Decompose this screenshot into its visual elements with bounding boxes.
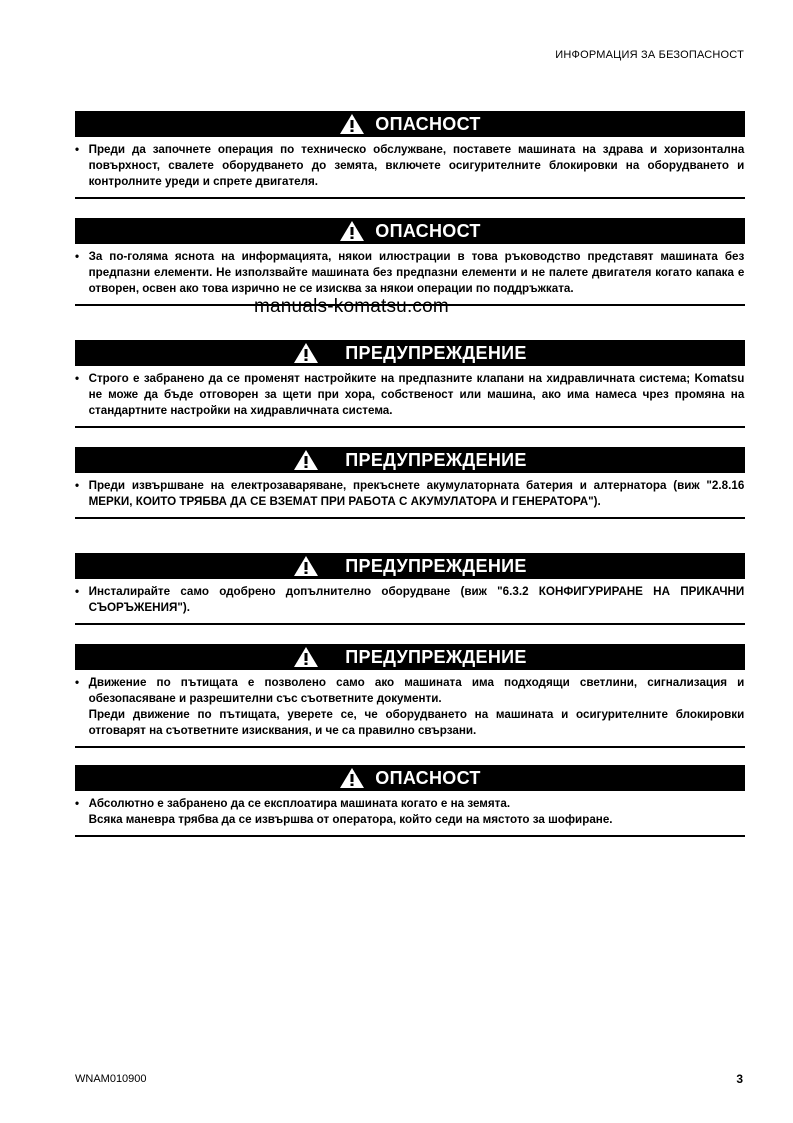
- divider: [75, 835, 745, 837]
- warning-notice-3: [75, 553, 745, 625]
- notice-paragraph: • Преди извършване на електрозаваряване, прекъснете акумулаторната батерия и алтернатора (виж "2.8.16 МЕРКИ, КОИТО ТРЯБВА ДА СЕ ВЗЕМАТ ПРИ РАБОТА С АКУМУЛАТОРА И ГЕНЕРАТОРА").: [75, 477, 744, 509]
- warning-banner: [75, 644, 745, 670]
- notice-paragraph: • Абсолютно е забранено да се експлоатира машината когато е на земята.: [75, 795, 744, 811]
- banner-title: ПРЕДУПРЕЖДЕНИЕ: [345, 555, 527, 576]
- banner-title: ОПАСНОСТ: [375, 767, 481, 788]
- danger-notice-3: [75, 765, 745, 837]
- warning-notice-1: [75, 340, 745, 428]
- banner-title: ПРЕДУПРЕЖДЕНИЕ: [345, 449, 527, 470]
- danger-banner: [75, 111, 745, 137]
- notice-body: [75, 791, 744, 831]
- warning-triangle-icon: [293, 449, 319, 471]
- warning-triangle-icon: [293, 555, 319, 577]
- danger-notice-1: [75, 111, 745, 199]
- divider: [75, 197, 745, 199]
- warning-banner: [75, 447, 745, 473]
- banner-title: ПРЕДУПРЕЖДЕНИЕ: [345, 646, 527, 667]
- divider: [75, 623, 745, 625]
- danger-banner: [75, 765, 745, 791]
- divider: [75, 746, 745, 748]
- notice-body: [75, 244, 744, 300]
- notice-body: [75, 473, 744, 513]
- warning-notice-4: [75, 644, 745, 748]
- notice-paragraph: • Строго е забранено да се променят настройките на предпазните клапани на хидравличната система; Komatsu не може да бъде отговорен за щети при хора, собственост или машина, ако има намеса чрез промяна на стандартните настройки на хидравличната система.: [75, 370, 744, 418]
- watermark: manuals-komatsu.com: [254, 296, 449, 317]
- notice-paragraph: • Инсталирайте само одобрено допълнително оборудване (виж "6.3.2 КОНФИГУРИРАНЕ НА ПРИКАЧНИ СЪОРЪЖЕНИЯ").: [75, 583, 744, 615]
- warning-banner: [75, 553, 745, 579]
- warning-triangle-icon: [293, 646, 319, 668]
- divider: [75, 426, 745, 428]
- banner-title: ОПАСНОСТ: [375, 113, 481, 134]
- warning-triangle-icon: [293, 342, 319, 364]
- notice-paragraph: Преди движение по пътищата, уверете се, че оборудването на машината и осигурителните блокировки отговарят на съответните изисквания, и че са правилно свързани.: [88, 707, 745, 737]
- warning-banner: [75, 340, 745, 366]
- notice-body: [75, 137, 744, 193]
- page-number: 3: [736, 1072, 743, 1086]
- notice-paragraph: Всяка маневра трябва да се извършва от оператора, който седи на мястото за шофиране.: [88, 812, 613, 826]
- warning-triangle-icon: [339, 767, 365, 789]
- document-code: WNAM010900: [75, 1073, 147, 1085]
- warning-triangle-icon: [339, 220, 365, 242]
- notice-body: [75, 579, 744, 619]
- warning-triangle-icon: [339, 113, 365, 135]
- notice-paragraph: • Преди да започнете операция по техническо обслужване, поставете машината на здрава и хоризонтална повърхност, свалете оборудването до земята, включете осигурителните блокировки на оборудването и контролните уреди и спрете двигателя.: [75, 141, 744, 189]
- danger-notice-2: [75, 218, 745, 306]
- divider: [75, 517, 745, 519]
- danger-banner: [75, 218, 745, 244]
- banner-title: ПРЕДУПРЕЖДЕНИЕ: [345, 342, 527, 363]
- notice-body: [75, 366, 744, 422]
- notice-body: [75, 670, 744, 742]
- banner-title: ОПАСНОСТ: [375, 220, 481, 241]
- notice-paragraph: • Движение по пътищата е позволено само ако машината има подходящи светлини, сигнализация и обезопасяване и разрешителни със съответните документи.: [75, 674, 744, 706]
- running-header: ИНФОРМАЦИЯ ЗА БЕЗОПАСНОСТ: [555, 49, 744, 61]
- warning-notice-2: [75, 447, 745, 519]
- notice-paragraph: • За по-голяма яснота на информацията, някои илюстрации в това ръководство представят машината без предпазни елементи. Не използвайте машината без предпазни елементи и не палете двигателя когато капака е отворен, освен ако това изрично не се изисква за някои операции по поддръжката.: [75, 248, 744, 296]
